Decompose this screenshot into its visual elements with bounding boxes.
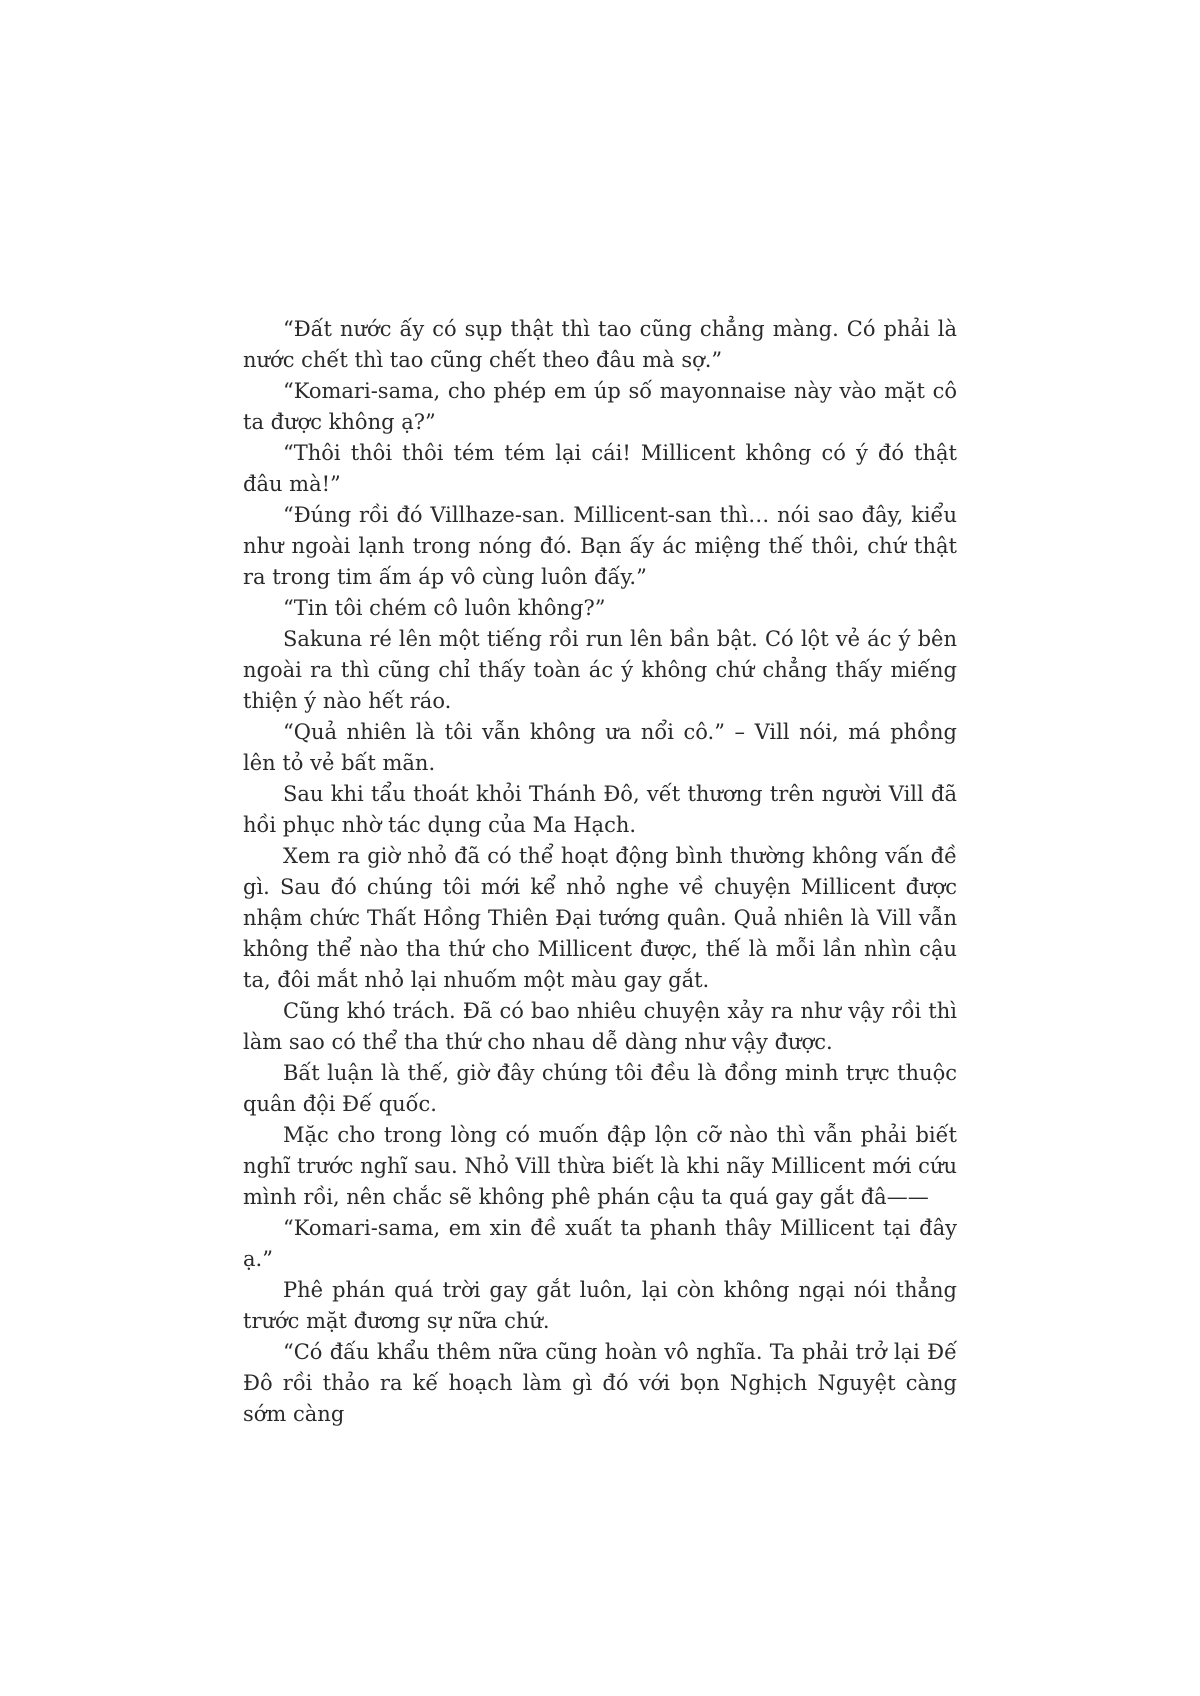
paragraph: “Đúng rồi đó Villhaze-san. Millicent-san thì… nói sao đây, kiểu như ngoài lạnh trong nóng đó. Bạn ấy ác miệng thế thôi, chứ thật ra trong tim ấm áp vô cùng luôn đấy.”: [243, 503, 957, 589]
paragraph: “Tin tôi chém cô luôn không?”: [283, 596, 606, 620]
paragraph: Xem ra giờ nhỏ đã có thể hoạt động bình thường không vấn đề gì. Sau đó chúng tôi mới kể nhỏ nghe về chuyện Millicent được nhậm chức Thất Hồng Thiên Đại tướng quân. Quả nhiên là Vill vẫn không thể nào tha thứ cho Millicent được, thế là mỗi lần nhìn cậu ta, đôi mắt nhỏ lại nhuốm một màu gay gắt.: [243, 844, 957, 992]
page-body-text: [243, 314, 957, 1430]
paragraph: Sau khi tẩu thoát khỏi Thánh Đô, vết thương trên người Vill đã hồi phục nhờ tác dụng của Ma Hạch.: [243, 782, 957, 837]
paragraph: “Komari-sama, cho phép em úp số mayonnaise này vào mặt cô ta được không ạ?”: [243, 379, 957, 434]
paragraph: “Quả nhiên là tôi vẫn không ưa nổi cô.” – Vill nói, má phồng lên tỏ vẻ bất mãn.: [243, 720, 957, 775]
paragraph: “Có đấu khẩu thêm nữa cũng hoàn vô nghĩa. Ta phải trở lại Đế Đô rồi thảo ra kế hoạch làm gì đó với bọn Nghịch Nguyệt càng sớm càng: [243, 1340, 957, 1426]
paragraph: “Đất nước ấy có sụp thật thì tao cũng chẳng màng. Có phải là nước chết thì tao cũng chết theo đâu mà sợ.”: [243, 317, 957, 372]
paragraph: Cũng khó trách. Đã có bao nhiêu chuyện xảy ra như vậy rồi thì làm sao có thể tha thứ cho nhau dễ dàng như vậy được.: [243, 999, 957, 1054]
paragraph: “Thôi thôi thôi tém tém lại cái! Millicent không có ý đó thật đâu mà!”: [243, 441, 957, 496]
paragraph: “Komari-sama, em xin đề xuất ta phanh thây Millicent tại đây ạ.”: [243, 1216, 957, 1271]
paragraph: Phê phán quá trời gay gắt luôn, lại còn không ngại nói thẳng trước mặt đương sự nữa chứ.: [243, 1278, 957, 1333]
paragraph: Sakuna ré lên một tiếng rồi run lên bần bật. Có lột vẻ ác ý bên ngoài ra thì cũng chỉ thấy toàn ác ý không chứ chẳng thấy miếng thiện ý nào hết ráo.: [243, 627, 957, 713]
paragraph: Mặc cho trong lòng có muốn đập lộn cỡ nào thì vẫn phải biết nghĩ trước nghĩ sau. Nhỏ Vill thừa biết là khi nãy Millicent mới cứu mình rồi, nên chắc sẽ không phê phán cậu ta quá gay gắt đâ——: [243, 1123, 957, 1209]
paragraph: Bất luận là thế, giờ đây chúng tôi đều là đồng minh trực thuộc quân đội Đế quốc.: [243, 1061, 957, 1116]
